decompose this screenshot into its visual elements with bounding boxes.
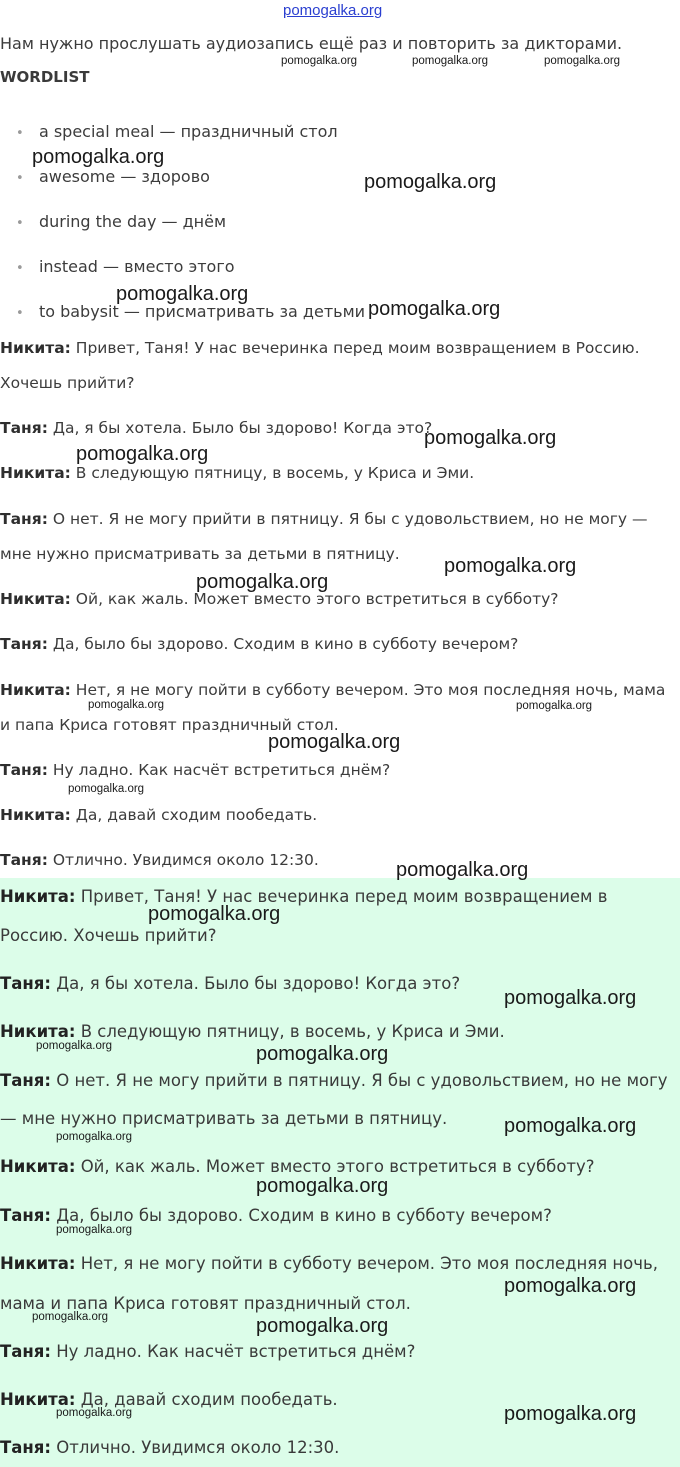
watermark: pomogalka.org bbox=[504, 1275, 637, 1297]
answer-line: Таня: Да, я бы хотела. Было бы здорово! Когда это? bbox=[0, 974, 461, 993]
dialogue-line: мне нужно присматривать за детьми в пятницу. bbox=[0, 545, 400, 563]
watermark: pomogalka.org bbox=[364, 171, 497, 193]
watermark: pomogalka.org bbox=[36, 1040, 113, 1052]
speaker-name: Никита: bbox=[0, 1157, 76, 1176]
dialogue-line: Никита: В следующую пятницу, в восемь, у Криса и Эми. bbox=[0, 464, 475, 482]
list-item: • to babysit — присматривать за детьми bbox=[16, 302, 366, 321]
speaker-name: Таня: bbox=[0, 1206, 51, 1225]
answer-line: Таня: О нет. Я не могу прийти в пятницу. Я бы с удовольствием, но не могу bbox=[0, 1071, 668, 1090]
dialogue-line: Таня: Да, я бы хотела. Было бы здорово! Когда это? bbox=[0, 419, 433, 437]
speaker-name: Никита: bbox=[0, 887, 76, 906]
answer-line: мама и папа Криса готовят праздничный стол. bbox=[0, 1294, 411, 1313]
answer-line: Никита: В следующую пятницу, в восемь, у Криса и Эми. bbox=[0, 1022, 505, 1041]
site-link[interactable]: pomogalka.org bbox=[283, 2, 383, 19]
watermark: pomogalka.org bbox=[268, 731, 401, 753]
watermark: pomogalka.org bbox=[56, 1131, 133, 1143]
dialogue-line: Никита: Привет, Таня! У нас вечеринка перед моим возвращением в Россию. bbox=[0, 339, 640, 357]
watermark: pomogalka.org bbox=[504, 1403, 637, 1425]
dialogue-line: Никита: Ой, как жаль. Может вместо этого встретиться в субботу? bbox=[0, 590, 559, 608]
speaker-name: Никита: bbox=[0, 1254, 76, 1273]
watermark: pomogalka.org bbox=[516, 700, 593, 712]
speaker-name: Таня: bbox=[0, 419, 48, 437]
dialogue-line: Никита: Нет, я не могу пойти в субботу вечером. Это моя последняя ночь, мама bbox=[0, 681, 666, 699]
watermark: pomogalka.org bbox=[256, 1175, 389, 1197]
dialogue-line: Таня: Да, было бы здорово. Сходим в кино в субботу вечером? bbox=[0, 635, 519, 653]
answer-line: Россию. Хочешь прийти? bbox=[0, 926, 217, 945]
watermark: pomogalka.org bbox=[196, 571, 329, 593]
watermark: pomogalka.org bbox=[504, 987, 637, 1009]
answer-line: — мне нужно присматривать за детьми в пятницу. bbox=[0, 1109, 448, 1128]
speaker-name: Никита: bbox=[0, 590, 71, 608]
watermark: pomogalka.org bbox=[444, 555, 577, 577]
watermark: pomogalka.org bbox=[256, 1043, 389, 1065]
list-item: • instead — вместо этого bbox=[16, 257, 235, 276]
speaker-name: Таня: bbox=[0, 1438, 51, 1457]
watermark: pomogalka.org bbox=[412, 55, 489, 67]
list-item: • awesome — здорово bbox=[16, 167, 210, 186]
intro-text: Нам нужно прослушать аудиозапись ещё раз и повторить за дикторами. bbox=[0, 34, 623, 53]
watermark: pomogalka.org bbox=[368, 298, 501, 320]
bullet-icon: • bbox=[16, 216, 24, 231]
watermark: pomogalka.org bbox=[32, 146, 165, 168]
speaker-name: Никита: bbox=[0, 681, 71, 699]
bullet-icon: • bbox=[16, 306, 24, 321]
speaker-name: Таня: bbox=[0, 1342, 51, 1361]
list-item: • during the day — днём bbox=[16, 212, 227, 231]
speaker-name: Таня: bbox=[0, 1071, 51, 1090]
watermark: pomogalka.org bbox=[396, 859, 529, 881]
watermark: pomogalka.org bbox=[116, 283, 249, 305]
bullet-icon: • bbox=[16, 126, 24, 141]
watermark: pomogalka.org bbox=[504, 1115, 637, 1137]
speaker-name: Таня: bbox=[0, 974, 51, 993]
dialogue-line: Таня: Ну ладно. Как насчёт встретиться днём? bbox=[0, 761, 391, 779]
speaker-name: Никита: bbox=[0, 806, 71, 824]
watermark: pomogalka.org bbox=[76, 443, 209, 465]
speaker-name: Никита: bbox=[0, 1390, 76, 1409]
watermark: pomogalka.org bbox=[56, 1224, 133, 1236]
dialogue-line: Хочешь прийти? bbox=[0, 374, 135, 392]
dialogue-line: Таня: О нет. Я не могу прийти в пятницу. Я бы с удовольствием, но не могу — bbox=[0, 510, 648, 528]
watermark: pomogalka.org bbox=[32, 1311, 109, 1323]
answer-line: Таня: Отлично. Увидимся около 12:30. bbox=[0, 1438, 340, 1457]
bullet-icon: • bbox=[16, 171, 24, 186]
answer-line: Таня: Да, было бы здорово. Сходим в кино в субботу вечером? bbox=[0, 1206, 552, 1225]
dialogue-line: и папа Криса готовят праздничный стол. bbox=[0, 716, 339, 734]
answer-line: Таня: Ну ладно. Как насчёт встретиться днём? bbox=[0, 1342, 416, 1361]
speaker-name: Никита: bbox=[0, 339, 71, 357]
speaker-name: Таня: bbox=[0, 510, 48, 528]
wordlist-title: WORDLIST bbox=[0, 68, 90, 86]
speaker-name: Таня: bbox=[0, 851, 48, 869]
speaker-name: Никита: bbox=[0, 464, 71, 482]
bullet-icon: • bbox=[16, 261, 24, 276]
watermark: pomogalka.org bbox=[88, 699, 165, 711]
watermark: pomogalka.org bbox=[424, 427, 557, 449]
watermark: pomogalka.org bbox=[256, 1315, 389, 1337]
answer-line: Никита: Да, давай сходим пообедать. bbox=[0, 1390, 338, 1409]
speaker-name: Таня: bbox=[0, 635, 48, 653]
answer-line: Никита: Ой, как жаль. Может вместо этого встретиться в субботу? bbox=[0, 1157, 595, 1176]
watermark: pomogalka.org bbox=[68, 783, 145, 795]
dialogue-line: Никита: Да, давай сходим пообедать. bbox=[0, 806, 318, 824]
answer-line: Никита: Нет, я не могу пойти в субботу вечером. Это моя последняя ночь, bbox=[0, 1254, 658, 1273]
watermark: pomogalka.org bbox=[148, 903, 281, 925]
list-item: • a special meal — праздничный стол bbox=[16, 122, 338, 141]
dialogue-line: Таня: Отлично. Увидимся около 12:30. bbox=[0, 851, 319, 869]
speaker-name: Никита: bbox=[0, 1022, 76, 1041]
watermark: pomogalka.org bbox=[281, 55, 358, 67]
watermark: pomogalka.org bbox=[544, 55, 621, 67]
speaker-name: Таня: bbox=[0, 761, 48, 779]
watermark: pomogalka.org bbox=[56, 1407, 133, 1419]
answer-line: Никита: Привет, Таня! У нас вечеринка перед моим возвращением в bbox=[0, 887, 608, 906]
